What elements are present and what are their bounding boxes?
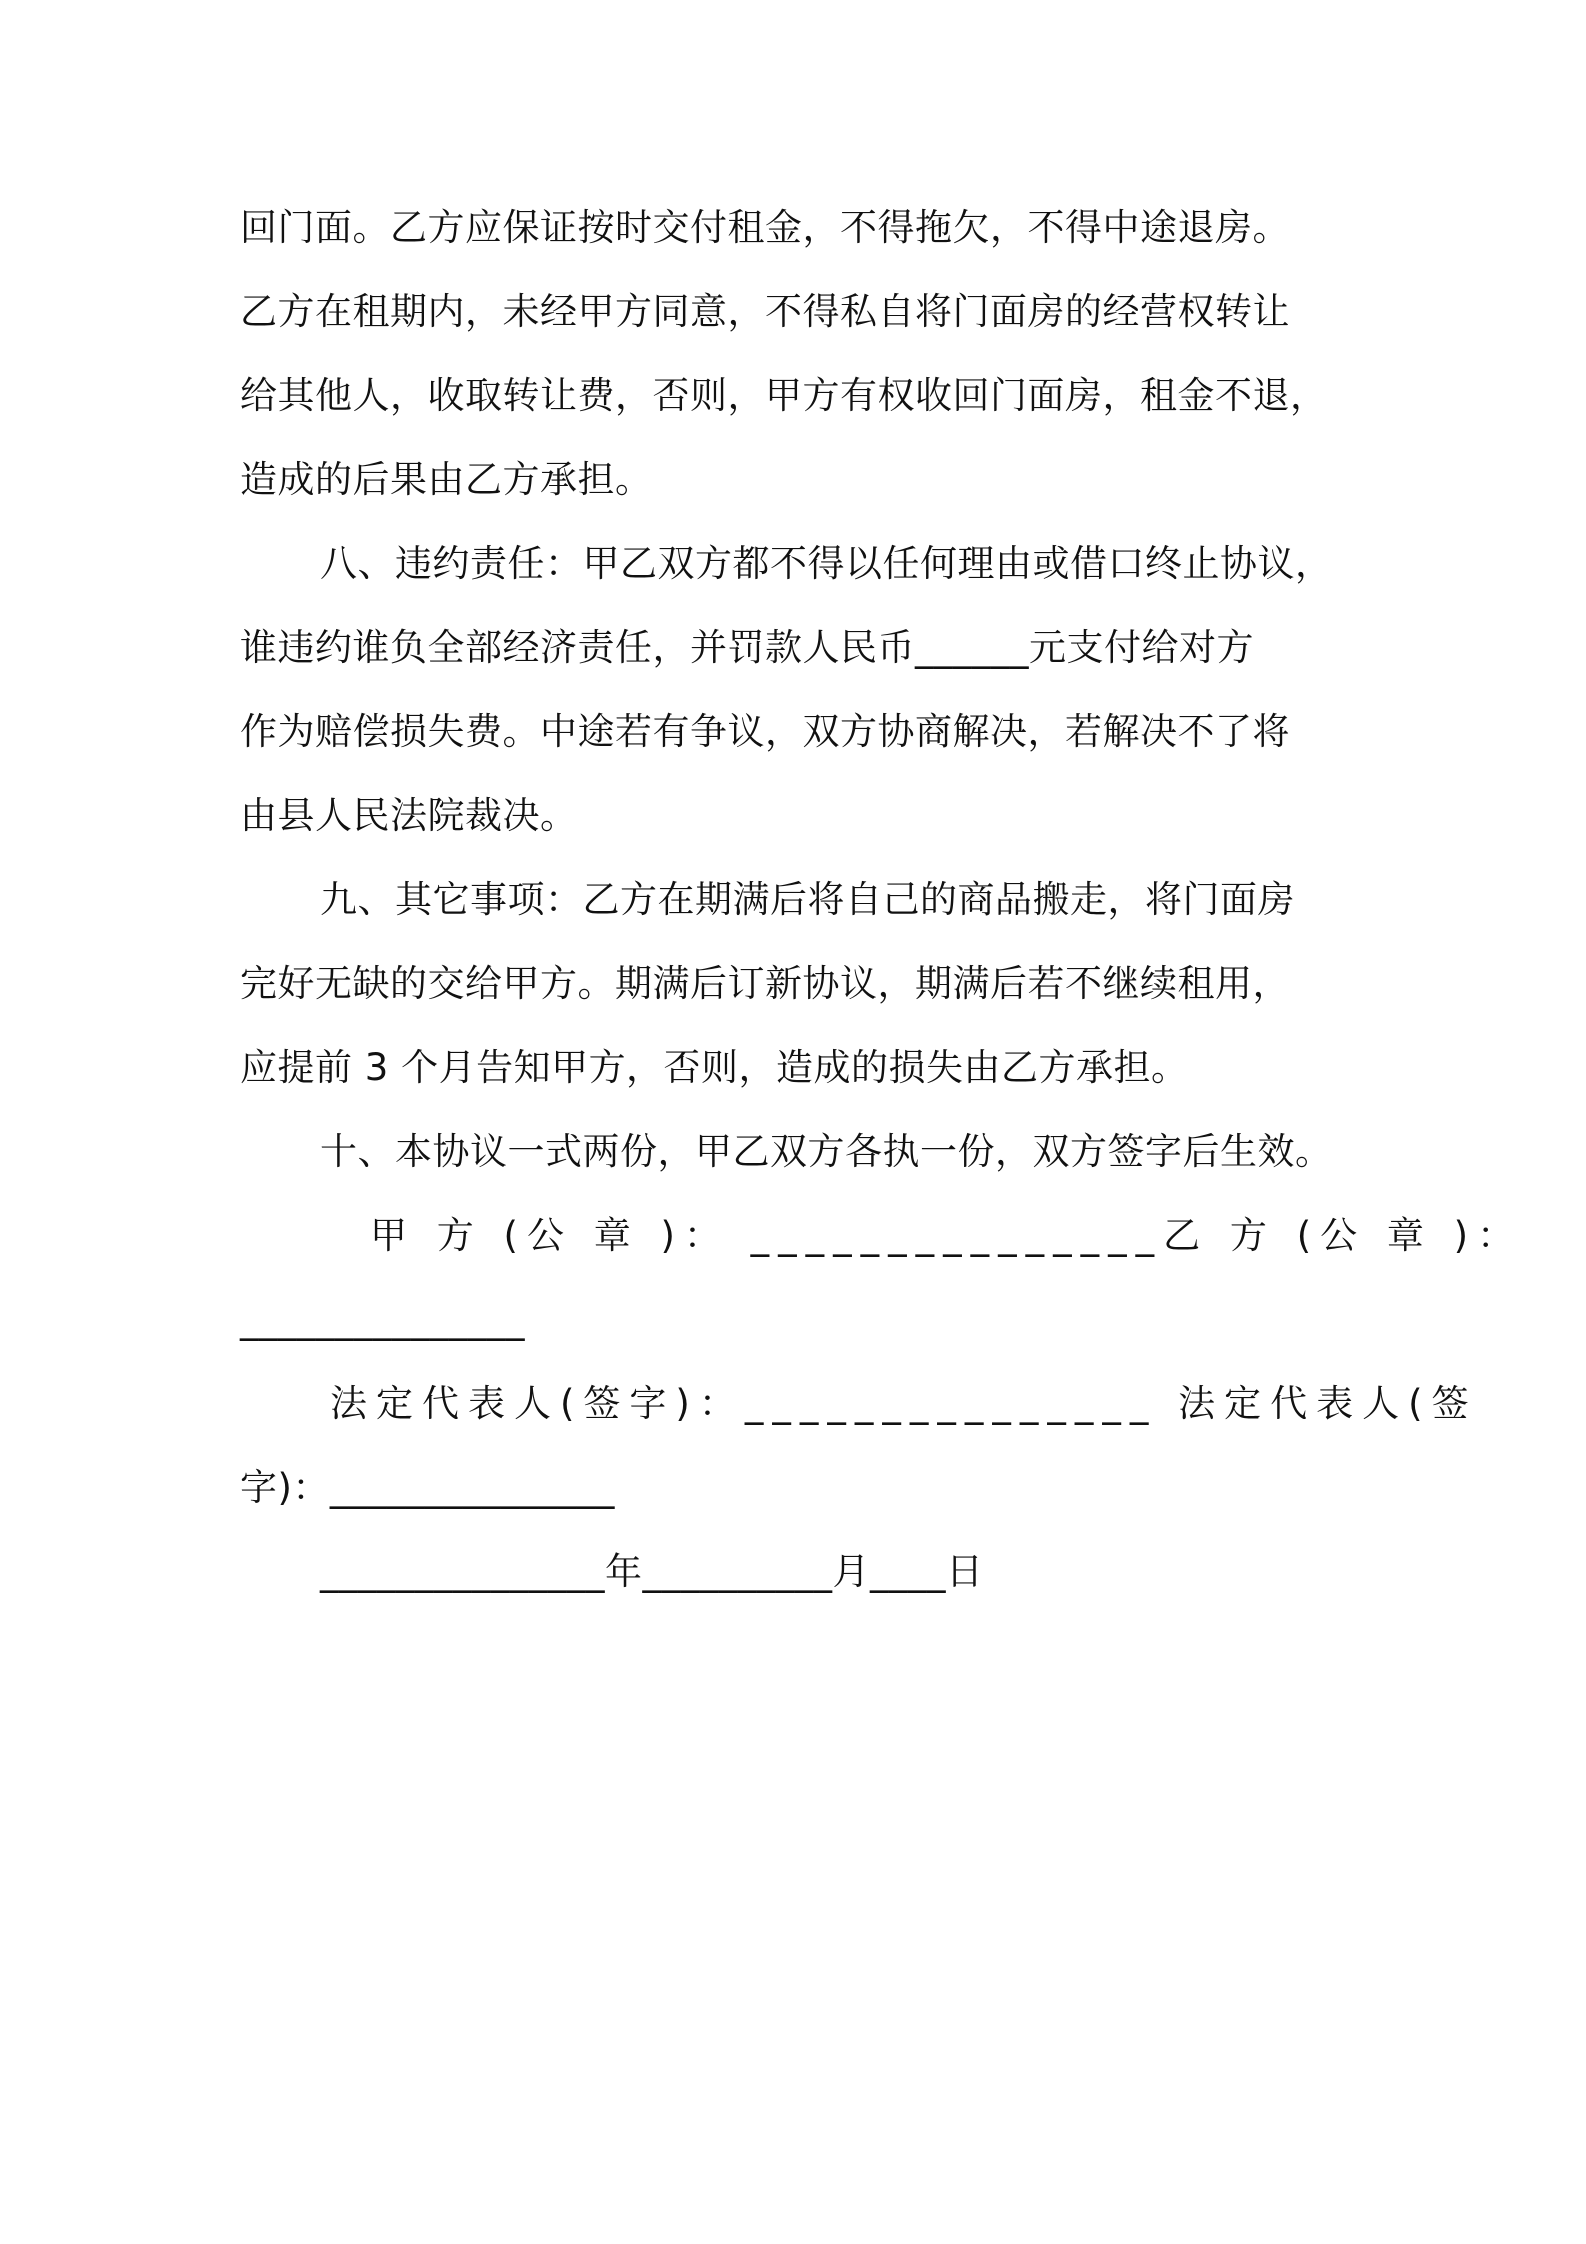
clause-9-heading-line: 九、其它事项：乙方在期满后将自己的商品搬走，将门面房 [320, 878, 1295, 921]
text-line: 应提前 3 个月告知甲方，否则，造成的损失由乙方承担。 [240, 1046, 1189, 1089]
representative-signature-line: 法定代表人(签字)：_______________ 法定代表人(签 [330, 1382, 1478, 1425]
text-line: 谁违约谁负全部经济责任，并罚款人民币______元支付给对方 [240, 626, 1254, 669]
text-line: 回门面。乙方应保证按时交付租金，不得拖欠，不得中途退房。 [240, 206, 1290, 249]
clause-8-heading-line: 八、违约责任：甲乙双方都不得以任何理由或借口终止协议， [320, 542, 1333, 585]
party-seal-line: 甲 方 (公 章 )： _______________乙 方 (公 章 )： [370, 1214, 1524, 1257]
text-line: 造成的后果由乙方承担。 [240, 458, 653, 501]
text-line: 完好无缺的交给甲方。期满后订新协议，期满后若不继续租用， [240, 962, 1290, 1005]
date-line: _______________年__________月____日 [320, 1550, 984, 1593]
text-line: 作为赔偿损失费。中途若有争议，双方协商解决，若解决不了将 [240, 710, 1290, 753]
text-line: 给其他人，收取转让费，否则，甲方有权收回门面房，租金不退， [240, 374, 1328, 417]
text-line: 由县人民法院裁决。 [240, 794, 578, 837]
representative-signature-cont: 字)：_______________ [240, 1466, 615, 1509]
text-line: 乙方在租期内，未经甲方同意，不得私自将门面房的经营权转让 [240, 290, 1290, 333]
party-b-seal-blank: _______________ [240, 1298, 525, 1341]
clause-10-line: 十、本协议一式两份，甲乙双方各执一份，双方签字后生效。 [320, 1130, 1333, 1173]
